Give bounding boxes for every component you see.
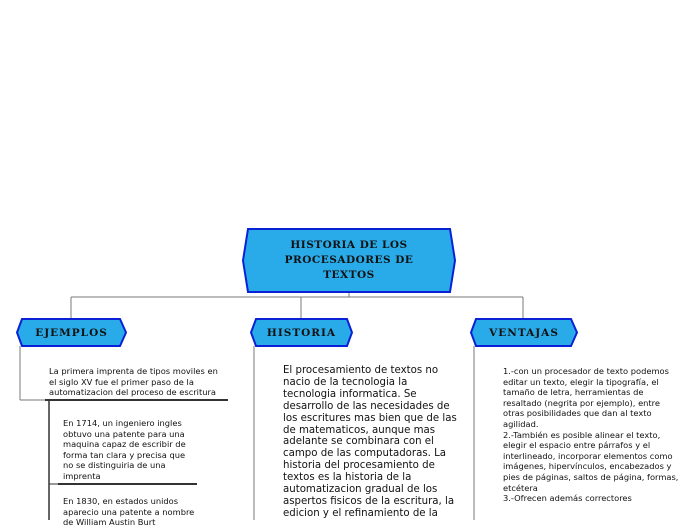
ejemplos-item-1: La primera imprenta de tipos moviles en el siglo XV fue el primer paso de la automatizacion del proceso de escritura — [49, 366, 218, 398]
ventajas-text: 1.-con un procesador de texto podemos editar un texto, elegir la tipografía, el tamaño de letra, herramientas de resaltado (negrita por ejemplo), entre otras posibilidades que dan al texto agilidad. 2.-También es posible alinear el texto, elegir el espacio entre párrafos y el interlineado, incorporar elementos como imágenes, hipervínculos, encabezados y pies de páginas, saltos de página, formas, etcétera 3.-Ofrecen además correctores — [503, 366, 679, 504]
ejemplos-item-3: En 1830, en estados unidos aparecio una patente a nombre de William Austin Burt — [63, 496, 195, 528]
central-node-label[interactable] — [243, 229, 455, 292]
ejemplos-item-2: En 1714, un ingeniero ingles obtuvo una patente para una maquina capaz de escribir de forma tan clara y precisa que no se distinguiria de una imprenta — [63, 418, 186, 481]
ejemplos-label[interactable]: EJEMPLOS — [35, 326, 108, 339]
ventajas-label[interactable]: VENTAJAS — [489, 326, 559, 339]
central-title: HISTORIA DE LOS PROCESADORES DE TEXTOS — [284, 239, 414, 281]
historia-text: El procesamiento de textos no nacio de la tecnologia la tecnologia informatica. Se desarrollo de las necesidades de los escritures mas bien que de las de matematicos, aunque mas adelante se combinara con el campo de las computadoras. La historia del procesamiento de textos es la historia de la automatizacion gradual de los aspertos fisicos de la escritura, la edicion y el refinamiento de la — [283, 365, 457, 519]
historia-label[interactable]: HISTORIA — [266, 326, 337, 339]
central-connectors — [71, 292, 523, 319]
